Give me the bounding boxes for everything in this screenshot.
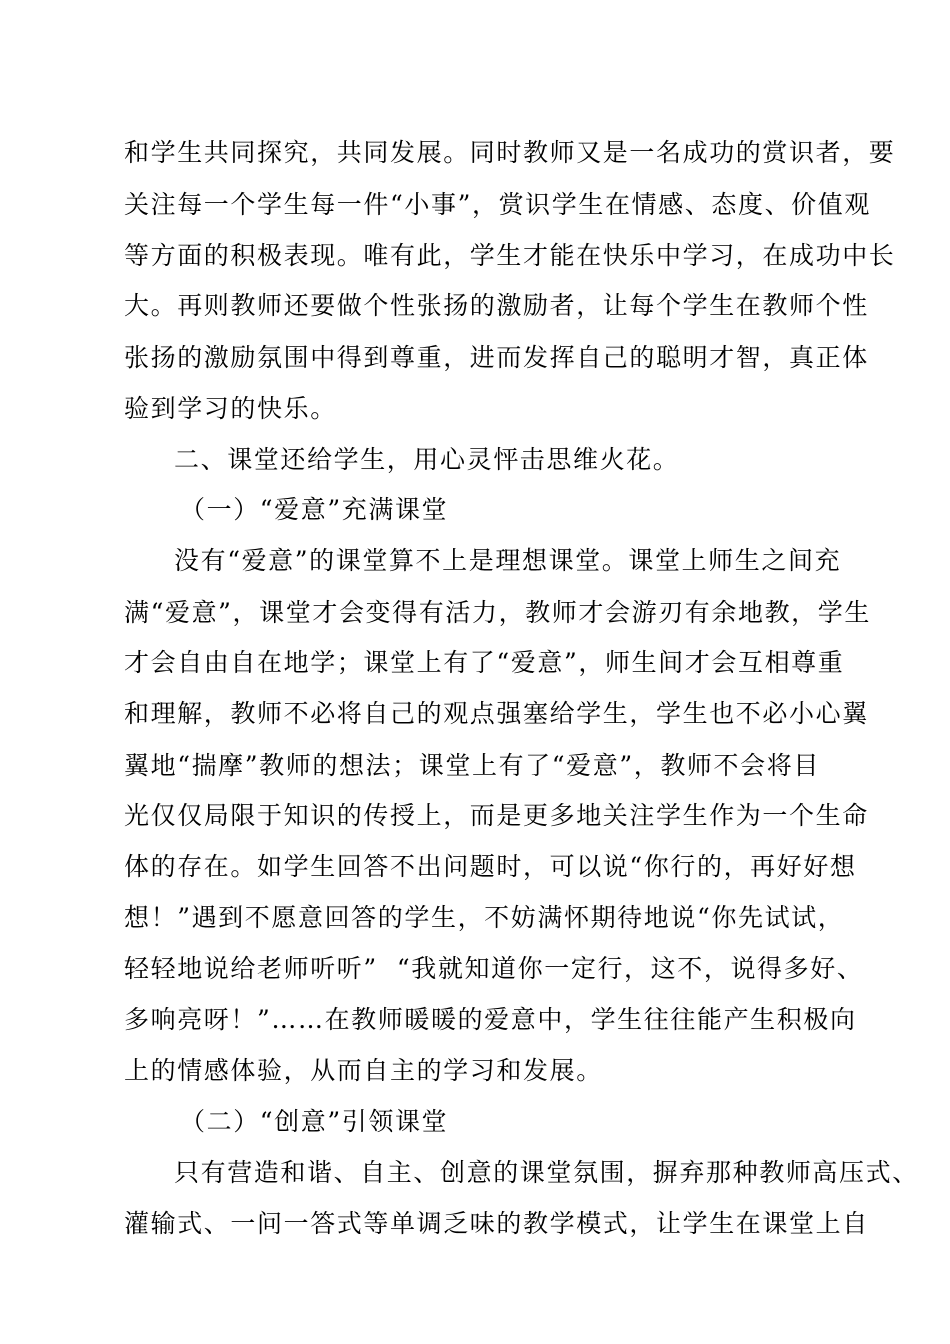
section-heading: 二、课堂还给学生，用心灵怦击思维火花。 <box>174 445 680 474</box>
paragraph-line: 光仅仅局限于知识的传授上，而是更多地关注学生作为一个生命 <box>124 801 869 830</box>
paragraph-line: 没有“爱意”的课堂算不上是理想课堂。课堂上师生之间充 <box>174 546 842 575</box>
paragraph-line: 多响亮呀！”……在教师暖暖的爱意中，学生往往能产生积极向 <box>124 1005 857 1034</box>
paragraph-line: 上的情感体验，从而自主的学习和发展。 <box>124 1056 603 1085</box>
paragraph-line: 轻轻地说给老师听听” “我就知道你一定行，这不，说得多好、 <box>124 954 864 983</box>
paragraph-line: 等方面的积极表现。唯有此，学生才能在快乐中学习，在成功中长 <box>124 241 896 270</box>
paragraph-line: 和学生共同探究，共同发展。同时教师又是一名成功的赏识者，要 <box>124 138 896 167</box>
paragraph-line: 和理解，教师不必将自己的观点强塞给学生，学生也不必小心翼 <box>124 699 869 728</box>
document-page <box>124 0 919 1344</box>
paragraph-line: 张扬的激励氛围中得到尊重，进而发挥自己的聪明才智，真正体 <box>124 343 869 372</box>
subsection-heading: （一）“爱意”充满课堂 <box>180 495 449 524</box>
paragraph-line: 验到学习的快乐。 <box>124 394 337 423</box>
paragraph-line: 才会自由自在地学；课堂上有了“爱意”，师生间才会互相尊重 <box>124 648 845 677</box>
paragraph-line: 灌输式、一问一答式等单调乏味的教学模式，让学生在课堂上自 <box>124 1209 869 1238</box>
paragraph-line: 大。再则教师还要做个性张扬的激励者，让每个学生在教师个性 <box>124 291 869 320</box>
paragraph-line: 满“爱意”，课堂才会变得有活力，教师才会游刃有余地教，学生 <box>124 598 871 627</box>
subsection-heading: （二）“创意”引领课堂 <box>180 1107 449 1136</box>
paragraph-line: 翼地“揣摩”教师的想法；课堂上有了“爱意”，教师不会将目 <box>124 751 820 780</box>
paragraph-line: 体的存在。如学生回答不出问题时，可以说“你行的，再好好想 <box>124 852 857 881</box>
paragraph-line: 关注每一个学生每一件“小事”，赏识学生在情感、态度、价值观 <box>124 190 871 219</box>
paragraph-line: 只有营造和谐、自主、创意的课堂氛围，摒弃那种教师高压式、 <box>174 1158 919 1187</box>
paragraph-line: 想！”遇到不愿意回答的学生，不妨满怀期待地说“你先试试， <box>124 903 845 932</box>
